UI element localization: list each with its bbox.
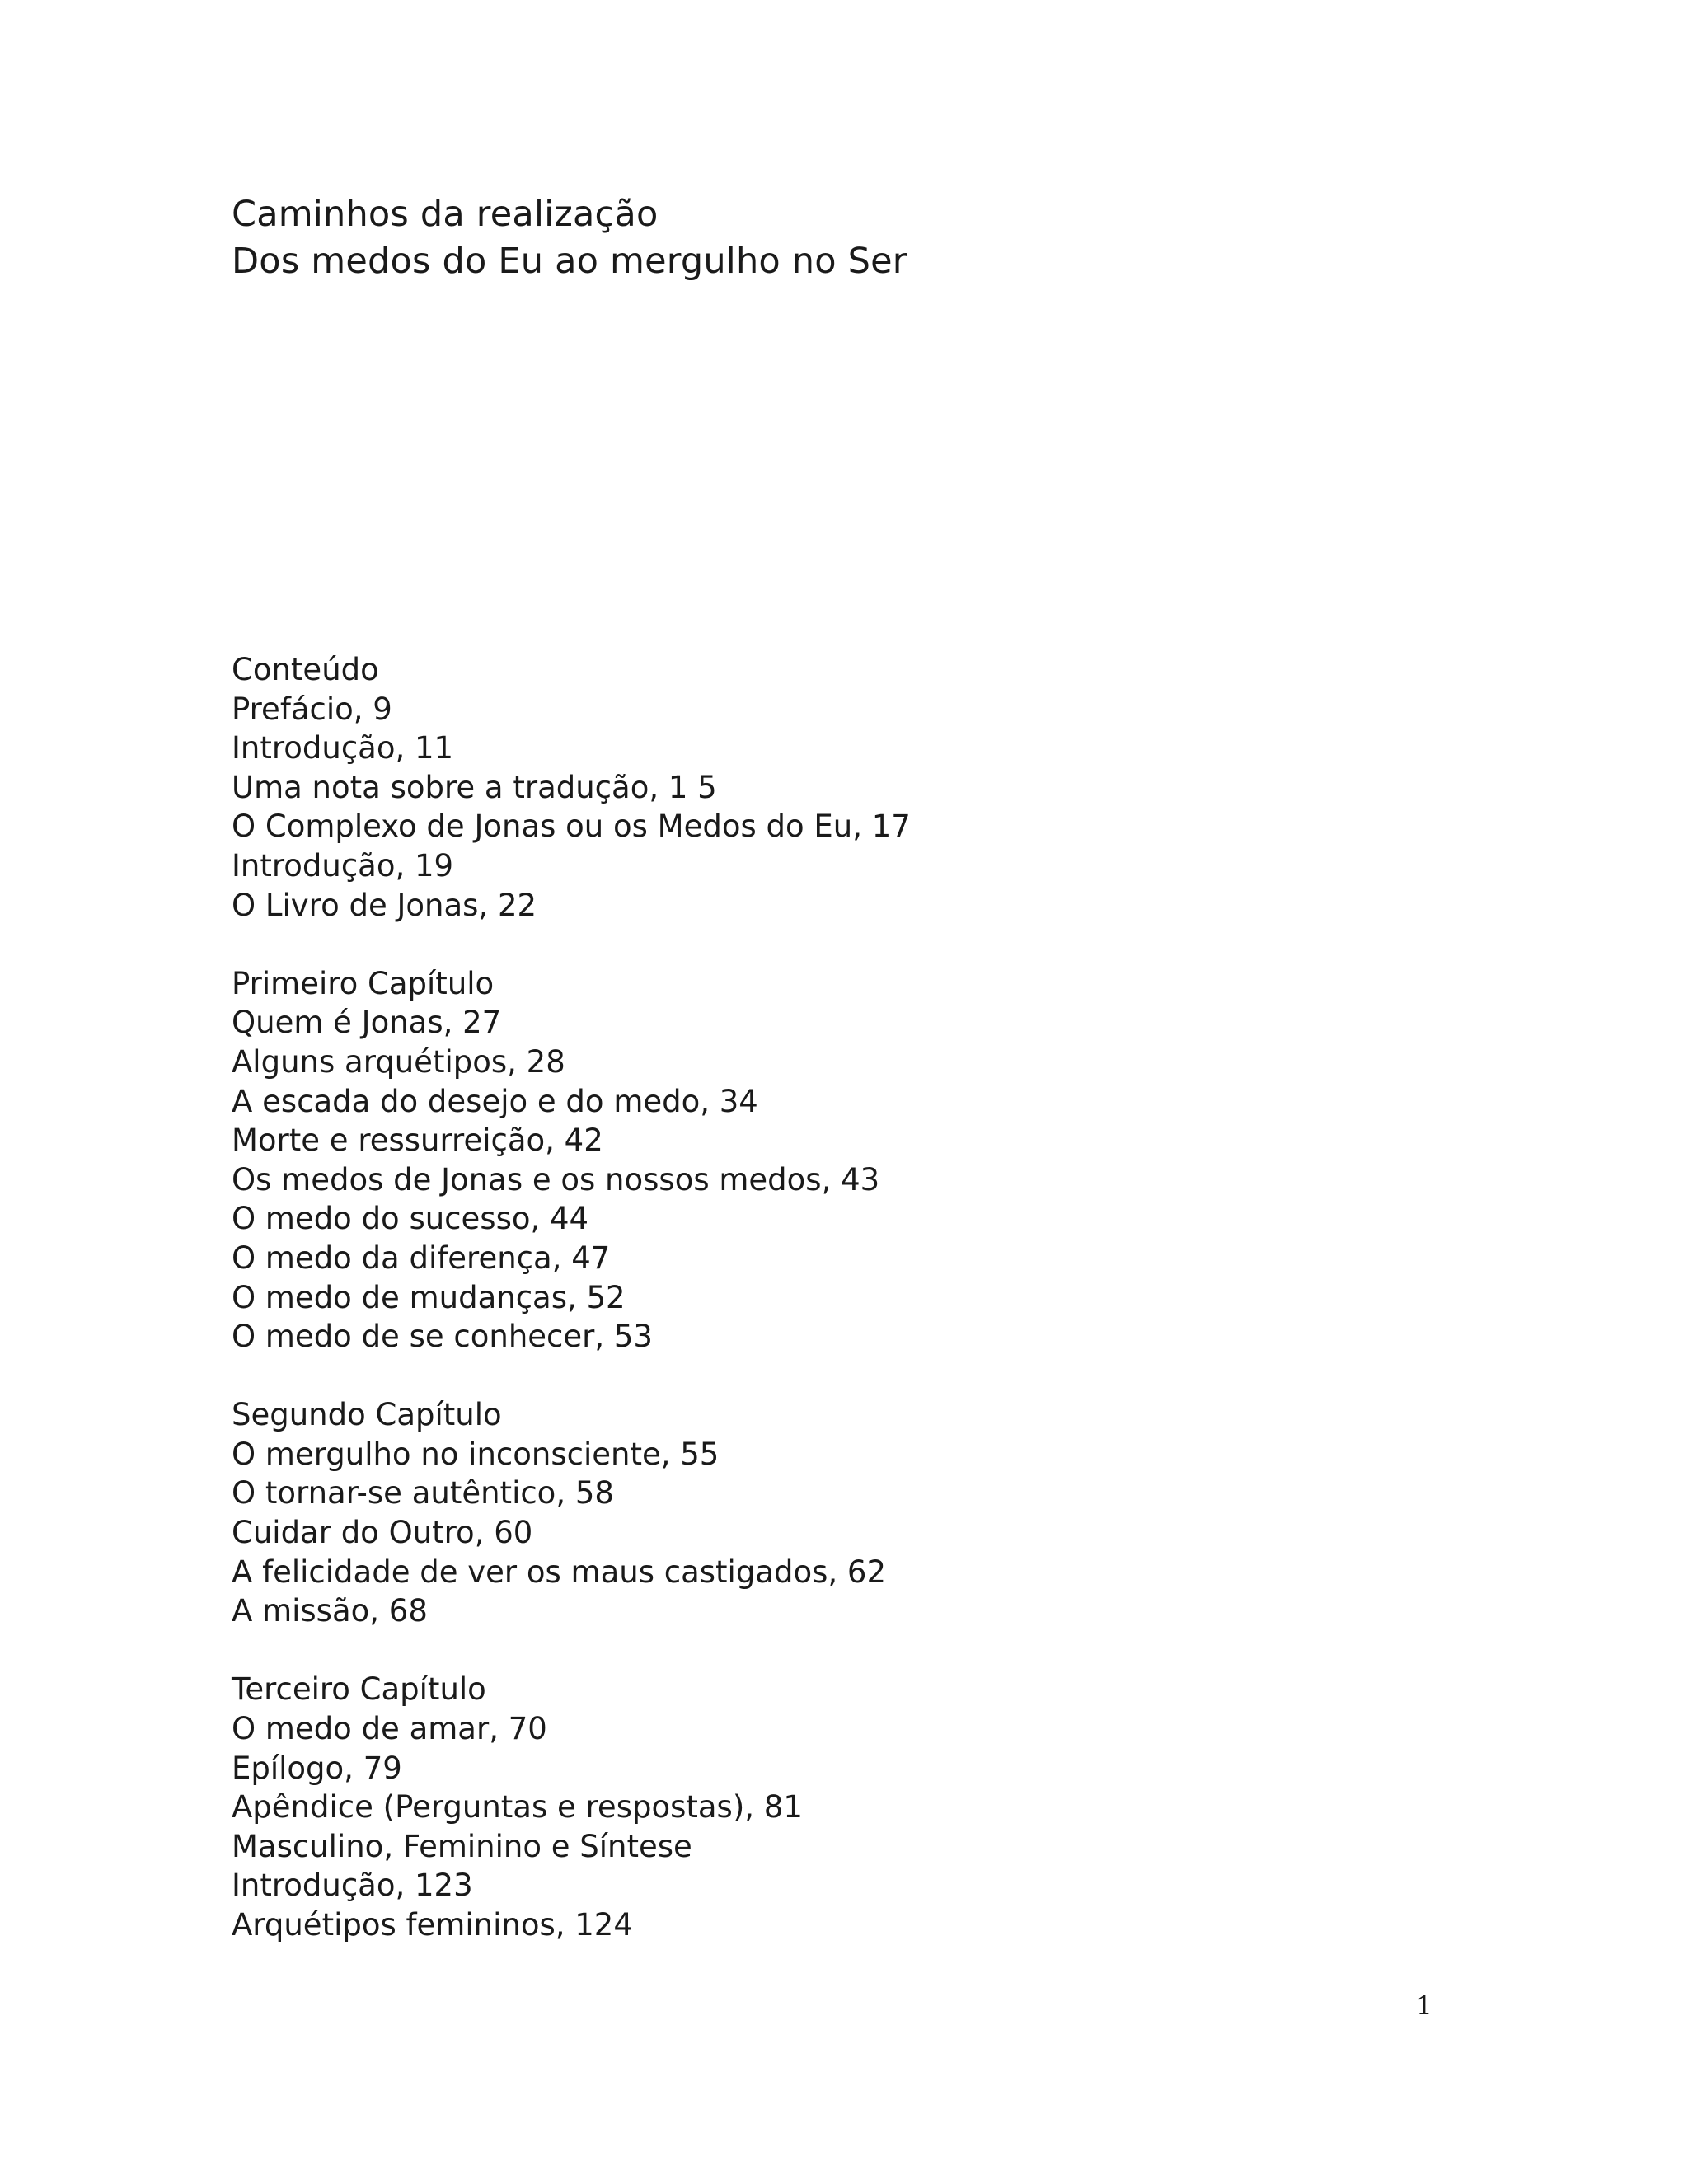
title-line-2: Dos medos do Eu ao mergulho no Ser [232, 241, 907, 282]
toc-entry: O medo de amar, 70 [232, 1711, 547, 1747]
toc-entry: O Complexo de Jonas ou os Medos do Eu, 17 [232, 808, 911, 845]
toc-entry: A felicidade de ver os maus castigados, 62 [232, 1554, 886, 1590]
table-of-contents [232, 650, 911, 1945]
toc-entry: Os medos de Jonas e os nossos medos, 43 [232, 1161, 880, 1197]
toc-entry: O mergulho no inconsciente, 55 [232, 1436, 720, 1472]
toc-entry: O Livro de Jonas, 22 [232, 887, 537, 923]
toc-entry: Masculino, Feminino e Síntese [232, 1828, 692, 1864]
toc-entry: Introdução, 123 [232, 1868, 473, 1904]
chapter-heading: Terceiro Capítulo [232, 1671, 486, 1708]
toc-entry: Quem é Jonas, 27 [232, 1005, 502, 1041]
toc-entry: Uma nota sobre a tradução, 1 5 [232, 769, 717, 805]
toc-entry: Cuidar do Outro, 60 [232, 1515, 533, 1551]
toc-entry: O medo do sucesso, 44 [232, 1201, 589, 1237]
toc-entry: Arquétipos femininos, 124 [232, 1907, 633, 1943]
toc-entry: Epílogo, 79 [232, 1750, 402, 1786]
title-line-1: Caminhos da realização [232, 194, 659, 235]
toc-entry: A missão, 68 [232, 1593, 428, 1629]
toc-entry: O tornar-se autêntico, 58 [232, 1475, 614, 1511]
toc-spacer [232, 1357, 911, 1396]
book-title [232, 191, 907, 285]
chapter-heading: Primeiro Capítulo [232, 965, 495, 1001]
toc-entry: O medo de mudanças, 52 [232, 1279, 626, 1315]
toc-heading: Conteúdo [232, 652, 379, 687]
chapter-heading: Segundo Capítulo [232, 1397, 502, 1433]
toc-spacer [232, 1631, 911, 1671]
toc-entry: Prefácio, 9 [232, 691, 392, 727]
toc-entry: O medo de se conhecer, 53 [232, 1319, 653, 1355]
toc-entry: Introdução, 11 [232, 730, 454, 766]
toc-spacer [232, 925, 911, 964]
toc-entry: Introdução, 19 [232, 847, 454, 883]
toc-entry: A escada do desejo e do medo, 34 [232, 1083, 758, 1119]
toc-entry: O medo da diferença, 47 [232, 1240, 611, 1276]
toc-entry: Alguns arquétipos, 28 [232, 1043, 565, 1080]
page-number: 1 [1416, 1991, 1432, 2021]
toc-entry: Apêndice (Perguntas e respostas), 81 [232, 1789, 803, 1825]
toc-entry: Morte e ressurreição, 42 [232, 1122, 603, 1159]
